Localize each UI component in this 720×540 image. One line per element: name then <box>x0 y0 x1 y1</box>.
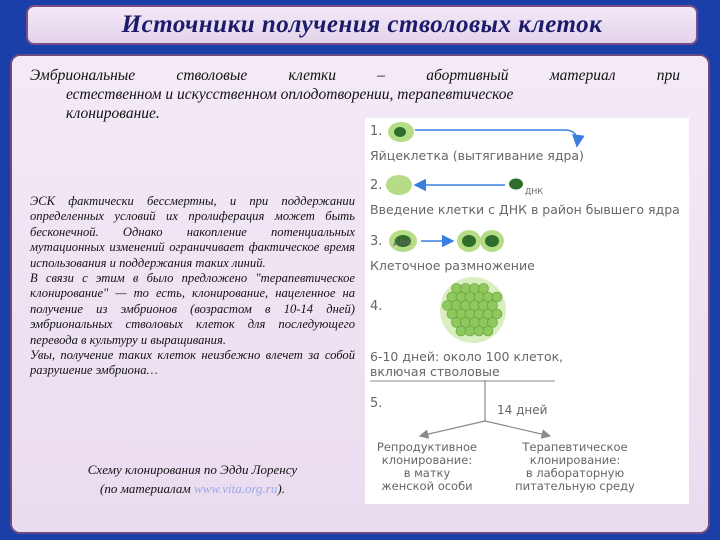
cloning-diagram <box>365 118 689 504</box>
caption-line-1: Схему клонирования по Эдди Лоренсу <box>87 462 298 477</box>
caption-prefix: (по материалам <box>100 481 191 496</box>
title-banner <box>26 5 698 45</box>
blastocyst-cell <box>474 326 484 336</box>
step-4-label-2: включая стволовые <box>370 364 500 379</box>
intro-line-3: клонирование. <box>66 105 160 122</box>
days-label: 14 дней <box>497 403 548 417</box>
step-1-number: 1. <box>370 124 383 139</box>
therapeutic-label-4: питательную среду <box>515 479 635 493</box>
reproductive-arrow <box>420 421 485 436</box>
therapeutic-arrow <box>485 421 550 436</box>
scheme-caption <box>30 460 355 498</box>
caption-suffix: ). <box>277 481 285 496</box>
caption-line-2 <box>30 479 355 498</box>
enucleated-cell-icon <box>386 175 412 195</box>
dividing-cells-icon <box>457 230 504 252</box>
blastocyst-cell <box>465 326 475 336</box>
step-4-label-1: 6-10 дней: около 100 клеток, <box>370 349 564 364</box>
body-paragraph-3: Увы, получение таких клеток неизбежно влечет за собой разрушение эмбриона… <box>30 348 355 378</box>
step-2-label: Введение клетки с ДНК в район бывшего ядра <box>370 202 680 217</box>
blastocyst-icon <box>440 277 506 343</box>
therapeutic-label-3: в лабораторную <box>525 466 625 480</box>
dna-nucleus-icon <box>509 179 523 190</box>
blastocyst-cell <box>456 326 466 336</box>
extraction-arrow <box>565 130 577 146</box>
egg-cell-icon <box>388 122 414 142</box>
therapeutic-label-2: клонирование: <box>529 453 621 467</box>
reproductive-label-1: Репродуктивное <box>376 440 478 454</box>
step-4-number: 4. <box>370 299 383 314</box>
therapeutic-label-1: Терапевтическое <box>522 440 628 454</box>
step-3-dnk-label: ДНК <box>393 238 411 247</box>
body-text <box>30 194 355 379</box>
reproductive-label-4: женской особи <box>381 479 473 493</box>
step-3-label: Клеточное размножение <box>370 258 535 273</box>
reproductive-label-2: клонирование: <box>381 453 473 467</box>
source-link[interactable]: www.vita.org.ru <box>193 481 278 496</box>
intro-line-1: Эмбриональные стволовые клетки – абортивный материал при <box>30 67 680 84</box>
step-1-label: Яйцеклетка (вытягивание ядра) <box>370 148 584 163</box>
step-2-dnk-label: ДНК <box>525 187 543 196</box>
body-paragraph-2: В связи с этим в было предложено "терапевтическое клонирование" — то есть, клонирование, нацеленное на получение из эмбрионов (возрастом в 10-14 дней) эмбриональных стволовых клеток для последующего перевода в культуру и выращивания. <box>30 271 355 347</box>
step-3-number: 3. <box>370 234 383 249</box>
reproductive-label-3: в матку <box>403 466 451 480</box>
blastocyst-cell <box>483 326 493 336</box>
step-5-number: 5. <box>370 396 383 411</box>
step-2-number: 2. <box>370 178 383 193</box>
intro-paragraph <box>30 66 680 123</box>
body-paragraph-1: ЭСК фактически бессмертны, и при поддержании определенных условий их пролиферация может быть бесконечной. Однако накопление потенциальных мутационных изменений ограничивает фактическое время использования и поддержания таких линий. <box>30 194 355 270</box>
page-title: Источники получения стволовых клеток <box>121 11 603 38</box>
intro-line-2: естественном и искусственном оплодотворении, терапевтическое <box>66 86 514 103</box>
